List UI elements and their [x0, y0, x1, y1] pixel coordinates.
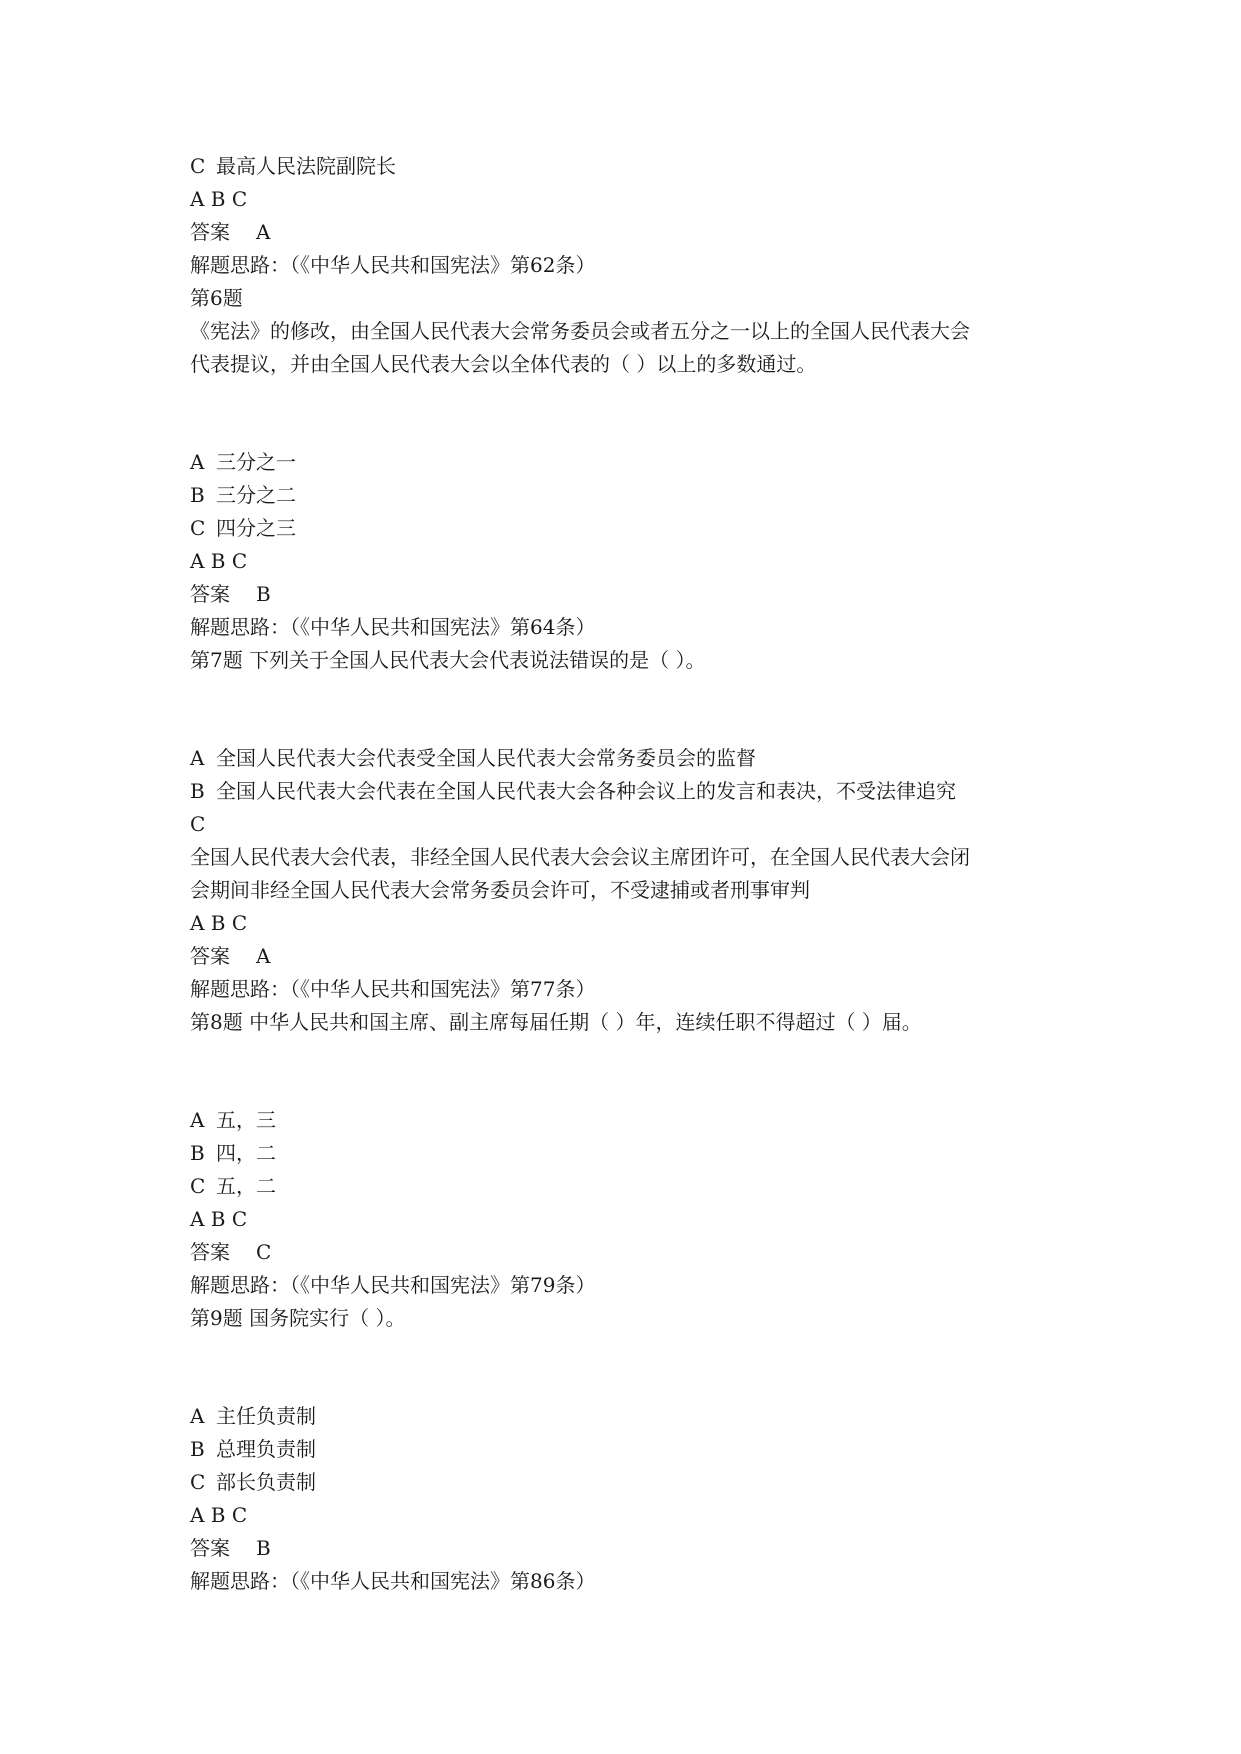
- choices-line: A B C: [190, 549, 248, 573]
- question-9-title: 第9题 国务院实行（ ）。: [190, 1306, 406, 1330]
- option-c: [190, 150, 1070, 183]
- option-letter: C: [190, 516, 206, 540]
- answer-value: C: [256, 1240, 272, 1264]
- option-text: 三分之一: [216, 450, 296, 474]
- option-letter: A: [190, 1108, 205, 1132]
- answer-label: 答案: [190, 1536, 230, 1560]
- explanation-line: 解题思路：（《中华人民共和国宪法》第79条）: [190, 1273, 596, 1297]
- option-text: 全国人民代表大会代表在全国人民代表大会各种会议上的发言和表决，不受法律追究: [216, 779, 956, 803]
- explanation-line: 解题思路：（《中华人民共和国宪法》第64条）: [190, 615, 596, 639]
- question-8-title: 第8题 中华人民共和国主席、副主席每届任期（ ）年，连续任职不得超过（ ）届。: [190, 1010, 922, 1034]
- document-page: [190, 150, 1070, 1598]
- option-b: [190, 479, 1070, 512]
- spacer: [190, 677, 1070, 742]
- option-letter: A: [190, 450, 205, 474]
- answer-line: [190, 1236, 1070, 1269]
- option-letter: B: [190, 779, 205, 803]
- option-text: 五，二: [216, 1174, 276, 1198]
- option-text: 四，二: [216, 1141, 276, 1165]
- question-7-title: 第7题 下列关于全国人民代表大会代表说法错误的是（ ）。: [190, 648, 706, 672]
- option-c-letter: C: [190, 812, 206, 836]
- option-b: [190, 1137, 1070, 1170]
- option-a: [190, 1104, 1070, 1137]
- option-letter: B: [190, 1141, 205, 1165]
- answer-value: B: [256, 582, 271, 606]
- choices-line: A B C: [190, 1207, 248, 1231]
- option-a: [190, 1400, 1070, 1433]
- option-text: 总理负责制: [216, 1437, 316, 1461]
- option-text: 最高人民法院副院长: [216, 154, 396, 178]
- explanation-line: 解题思路：（《中华人民共和国宪法》第62条）: [190, 253, 596, 277]
- answer-line: [190, 578, 1070, 611]
- option-text: 主任负责制: [216, 1404, 316, 1428]
- option-letter: C: [190, 1470, 206, 1494]
- option-text: 五，三: [216, 1108, 276, 1132]
- spacer: [190, 1335, 1070, 1400]
- option-text: 三分之二: [216, 483, 296, 507]
- answer-line: [190, 216, 1070, 249]
- option-letter: A: [190, 1404, 205, 1428]
- answer-label: 答案: [190, 582, 230, 606]
- spacer: [190, 1039, 1070, 1104]
- option-b: [190, 775, 1070, 808]
- option-text: 全国人民代表大会代表受全国人民代表大会常务委员会的监督: [216, 746, 756, 770]
- option-c: [190, 1170, 1070, 1203]
- option-letter: C: [190, 1174, 206, 1198]
- option-c: [190, 512, 1070, 545]
- option-text: 部长负责制: [216, 1470, 316, 1494]
- option-letter: C: [190, 154, 206, 178]
- answer-label: 答案: [190, 944, 230, 968]
- option-letter: A: [190, 746, 205, 770]
- option-c-text-line-1: 全国人民代表大会代表，非经全国人民代表大会会议主席团许可，在全国人民代表大会闭: [190, 845, 970, 869]
- explanation-line: 解题思路：（《中华人民共和国宪法》第86条）: [190, 1569, 596, 1593]
- option-b: [190, 1433, 1070, 1466]
- choices-line: A B C: [190, 187, 248, 211]
- option-a: [190, 446, 1070, 479]
- question-6-stem-line-1: 《宪法》的修改，由全国人民代表大会常务委员会或者五分之一以上的全国人民代表大会: [190, 319, 970, 343]
- answer-label: 答案: [190, 1240, 230, 1264]
- choices-line: A B C: [190, 911, 248, 935]
- answer-value: A: [256, 944, 271, 968]
- explanation-line: 解题思路：（《中华人民共和国宪法》第77条）: [190, 977, 596, 1001]
- question-6-title: 第6题: [190, 286, 243, 310]
- option-text: 四分之三: [216, 516, 296, 540]
- option-letter: B: [190, 483, 205, 507]
- choices-line: A B C: [190, 1503, 248, 1527]
- spacer: [190, 381, 1070, 446]
- question-6-stem-line-2: 代表提议，并由全国人民代表大会以全体代表的（ ）以上的多数通过。: [190, 352, 817, 376]
- answer-label: 答案: [190, 220, 230, 244]
- option-a: [190, 742, 1070, 775]
- option-c-text-line-2: 会期间非经全国人民代表大会常务委员会许可，不受逮捕或者刑事审判: [190, 878, 810, 902]
- answer-value: A: [256, 220, 271, 244]
- answer-line: [190, 940, 1070, 973]
- answer-value: B: [256, 1536, 271, 1560]
- answer-line: [190, 1532, 1070, 1565]
- option-c: [190, 1466, 1070, 1499]
- option-letter: B: [190, 1437, 205, 1461]
